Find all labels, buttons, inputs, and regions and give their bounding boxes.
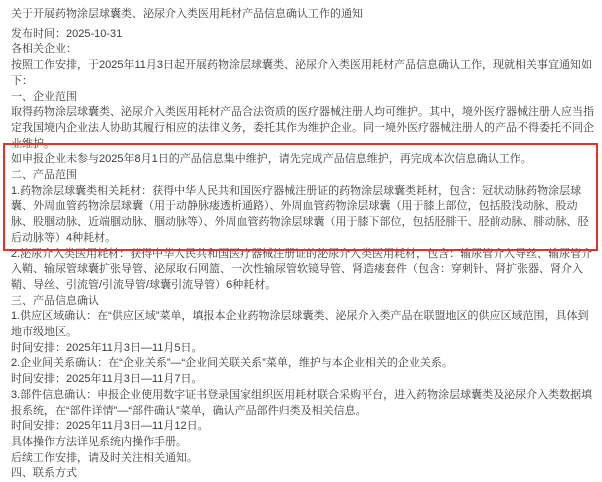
section1-paragraph-1: 取得药物涂层球囊类、泌尿介入类医用耗材产品合法资质的医疗器械注册人均可维护。其中，境外医疗器械注册人应当指定我国境内企业法人协助其履行相应的法律义务，委托其作为维护企业。同一境外医疗器械注册人的产品不得委托不同企业维护。 [11, 106, 594, 150]
section3-schedule-3: 时间安排：2025年11月3日—11月12日。 [11, 420, 209, 433]
section3-manual-note: 具体操作方法详见系统内操作手册。 [11, 435, 187, 448]
section2-heading: 二、产品范围 [11, 169, 77, 182]
section3-item-3: 3.部件信息确认：申报企业使用数字证书登录国家组织医用耗材联合采购平台，进入药物涂层球囊类及泌尿介入类数据填报系统，在“部件详情”—“部件确认”菜单，确认产品部件归类及相关信息。 [11, 388, 593, 417]
section1-heading: 一、企业范围 [11, 90, 77, 103]
section3-schedule-1: 时间安排：2025年11月3日—11月5日。 [11, 341, 203, 354]
section4-heading: 四、联系方式 [11, 467, 77, 480]
salutation: 各相关企业： [11, 43, 77, 56]
section3-item-2: 2.企业间关系确认：在“企业关系”—“企业间关联关系”菜单，维护与本企业相关的企业关系。 [11, 357, 453, 370]
section2-item-1: 1.药物涂层球囊类相关耗材：获得中华人民共和国医疗器械注册证的药物涂层球囊类耗材，包含：冠状动脉药物涂层球囊、外周血管药物涂层球囊（用于动静脉瘘透析通路）、外周血管药物涂层球囊（用于膝上部位，包括股浅动脉、股动脉、股腘动脉、近端腘动脉、腘动脉等）、外周血管药物涂层球囊（用于膝下部位，包括胫腓干、胫前动脉、腓动脉、胫后动脉等）4种耗材。 [11, 184, 589, 244]
notice-title: 关于开展药物涂层球囊类、泌尿介入类医用耗材产品信息确认工作的通知 [11, 8, 363, 20]
intro-paragraph: 按照工作安排，于2025年11月3日起开展药物涂层球囊类、泌尿介入类医用耗材产品信息确认工作，现就相关事宜通知如下： [11, 59, 593, 87]
section3-heading: 三、产品信息确认 [11, 294, 99, 307]
section1-paragraph-2: 如申报企业未参与2025年8月1日的产品信息集中维护，请先完成产品信息维护，再完成本次信息确认工作。 [11, 153, 532, 166]
section3-followup-note: 后续工作安排，请及时关注相关通知。 [11, 451, 198, 464]
publish-date: 发布时间：2025-10-31 [11, 27, 123, 40]
section3-item-1: 1.供应区域确认：在“供应区域”菜单，填报本企业药物涂层球囊类、泌尿介入类产品在联盟地区的供应区域范围，具体到地市级地区。 [11, 310, 589, 339]
section2-item-2: 2.泌尿介入类医用耗材：获得中华人民共和国医疗器械注册证的泌尿介入类医用耗材，包含：输尿管介入导丝、输尿管介入鞘、输尿管球囊扩张导管、泌尿取石网篮、一次性输尿管软镜导管、肾造瘘套件（包含：穿刺针、肾扩张器、肾介入鞘、导丝、引流管/引流导管/球囊引流导管）6种耗材。 [11, 247, 593, 291]
section3-schedule-2: 时间安排：2025年11月3日—11月7日。 [11, 373, 203, 386]
